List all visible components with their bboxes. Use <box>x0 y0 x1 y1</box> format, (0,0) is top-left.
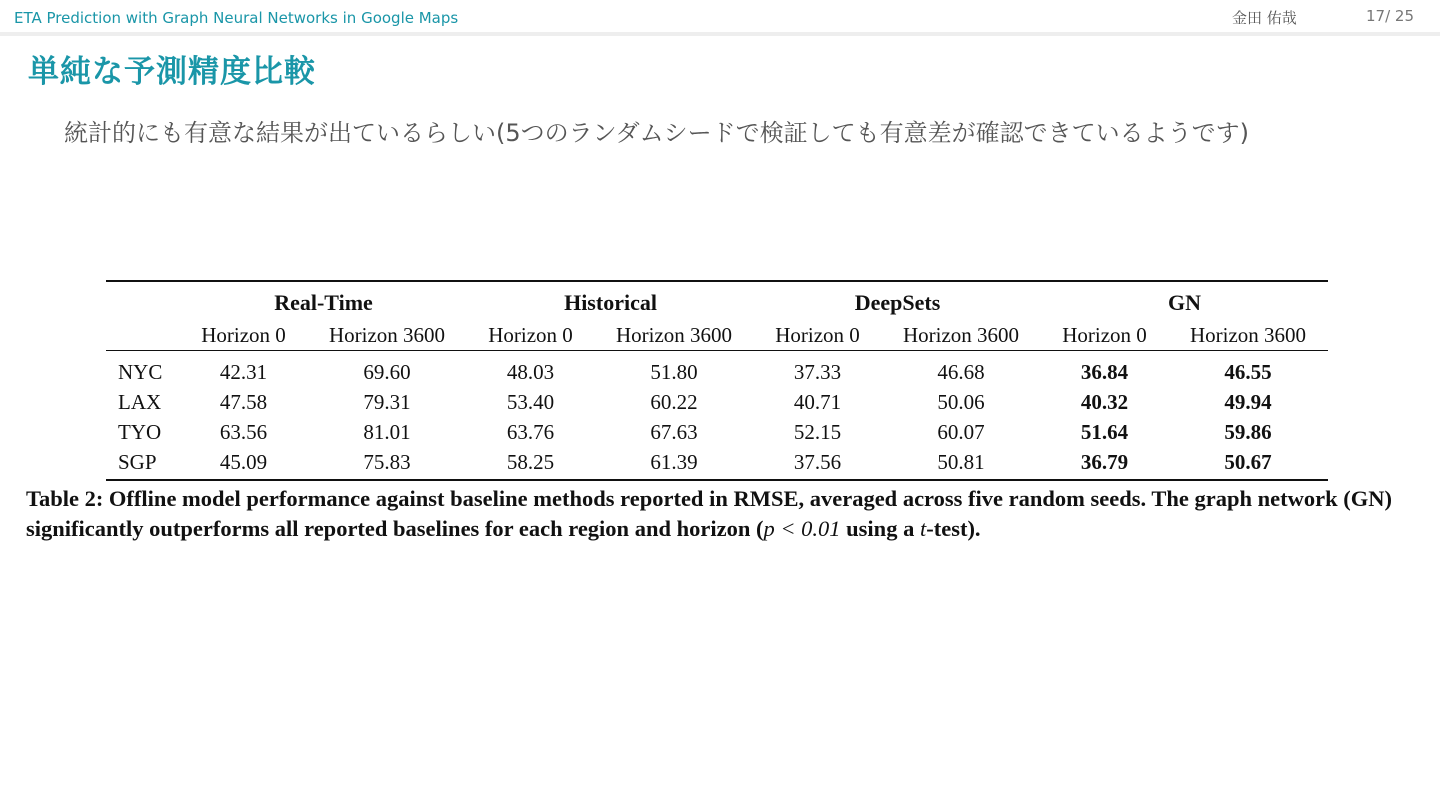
results-table-figure <box>106 280 1328 481</box>
results-table <box>106 280 1328 481</box>
best-value-cell: 36.84 <box>1080 359 1129 384</box>
value-cell: 50.06 <box>937 389 985 414</box>
subheader-horizon-0: Horizon 0 <box>1041 320 1168 351</box>
subheader-horizon-0: Horizon 0 <box>754 320 881 351</box>
best-value-cell: 40.32 <box>1080 389 1129 414</box>
value-cell: 69.60 <box>363 359 411 384</box>
slide-title: 単純な予測精度比較 <box>28 54 316 90</box>
best-value-cell: 59.86 <box>1224 419 1272 444</box>
table-row <box>106 387 1328 417</box>
best-value-cell: 49.94 <box>1224 389 1272 414</box>
caption-p-variable: p <box>763 516 775 541</box>
value-cell: 58.25 <box>467 447 594 480</box>
caption-text-3: -test). <box>926 516 981 541</box>
value-cell: 37.56 <box>754 447 881 480</box>
region-header-cell <box>106 281 180 320</box>
subheader-horizon-0: Horizon 0 <box>180 320 307 351</box>
best-value-cell: 51.64 <box>1080 419 1129 444</box>
value-cell: 60.07 <box>937 419 985 444</box>
best-value-cell: 36.79 <box>1041 447 1168 480</box>
subheader-horizon-0: Horizon 0 <box>467 320 594 351</box>
value-cell: 40.71 <box>793 389 842 414</box>
table-row <box>106 447 1328 480</box>
subheader-horizon-3600: Horizon 3600 <box>307 320 467 351</box>
value-cell: 79.31 <box>363 389 411 414</box>
value-cell: 63.76 <box>506 419 555 444</box>
value-cell: 60.22 <box>650 389 698 414</box>
value-cell: 67.63 <box>650 419 698 444</box>
value-cell: 47.58 <box>219 389 268 414</box>
region-cell: TYO <box>118 419 162 444</box>
caption-threshold: < 0.01 <box>774 516 841 541</box>
slide-header <box>0 0 1440 36</box>
region-cell: LAX <box>118 389 162 414</box>
author-name: 金田 佑哉 <box>1232 9 1297 27</box>
group-header-row <box>106 281 1328 320</box>
bullet-text: 統計的にも有意な結果が出ているらしい(5つのランダムシードで検証しても有意差が確認できているようです) <box>64 119 1250 147</box>
caption-text-2: using a <box>840 516 920 541</box>
subheader-horizon-3600: Horizon 3600 <box>881 320 1041 351</box>
caption-text: Table 2: Offline model performance against baseline methods reported in RMSE, averaged across five random seeds. The graph network (GN) significantly outperforms all reported baselines for each region and horizon ( <box>26 486 1392 541</box>
value-cell: 48.03 <box>506 359 555 384</box>
table-row <box>106 417 1328 447</box>
value-cell: 51.80 <box>650 359 698 384</box>
subheader-row <box>106 320 1328 351</box>
caption-t-variable: t <box>919 516 927 541</box>
value-cell: 81.01 <box>363 419 411 444</box>
value-cell: 50.81 <box>881 447 1041 480</box>
page-number: 17/ 25 <box>1366 7 1414 25</box>
table-caption <box>26 484 1418 544</box>
value-cell: 52.15 <box>793 419 842 444</box>
subheader-horizon-3600: Horizon 3600 <box>594 320 754 351</box>
group-header-deepsets: DeepSets <box>854 290 941 315</box>
value-cell: 37.33 <box>793 359 842 384</box>
table-row <box>106 351 1328 388</box>
best-value-cell: 50.67 <box>1168 447 1328 480</box>
value-cell: 46.68 <box>937 359 985 384</box>
group-header-gn: GN <box>1168 290 1202 315</box>
value-cell: 61.39 <box>594 447 754 480</box>
value-cell: 42.31 <box>219 359 268 384</box>
region-cell: NYC <box>118 359 163 384</box>
value-cell: 75.83 <box>307 447 467 480</box>
value-cell: 63.56 <box>219 419 268 444</box>
best-value-cell: 46.55 <box>1224 359 1272 384</box>
presentation-title: ETA Prediction with Graph Neural Networks in Google Maps <box>14 9 459 27</box>
group-header-historical: Historical <box>564 290 657 315</box>
group-header-realtime: Real-Time <box>274 290 373 315</box>
subheader-horizon-3600: Horizon 3600 <box>1168 320 1328 351</box>
value-cell: 53.40 <box>506 389 555 414</box>
region-subheader-cell <box>106 320 180 351</box>
value-cell: 45.09 <box>180 447 307 480</box>
region-cell: SGP <box>106 447 180 480</box>
